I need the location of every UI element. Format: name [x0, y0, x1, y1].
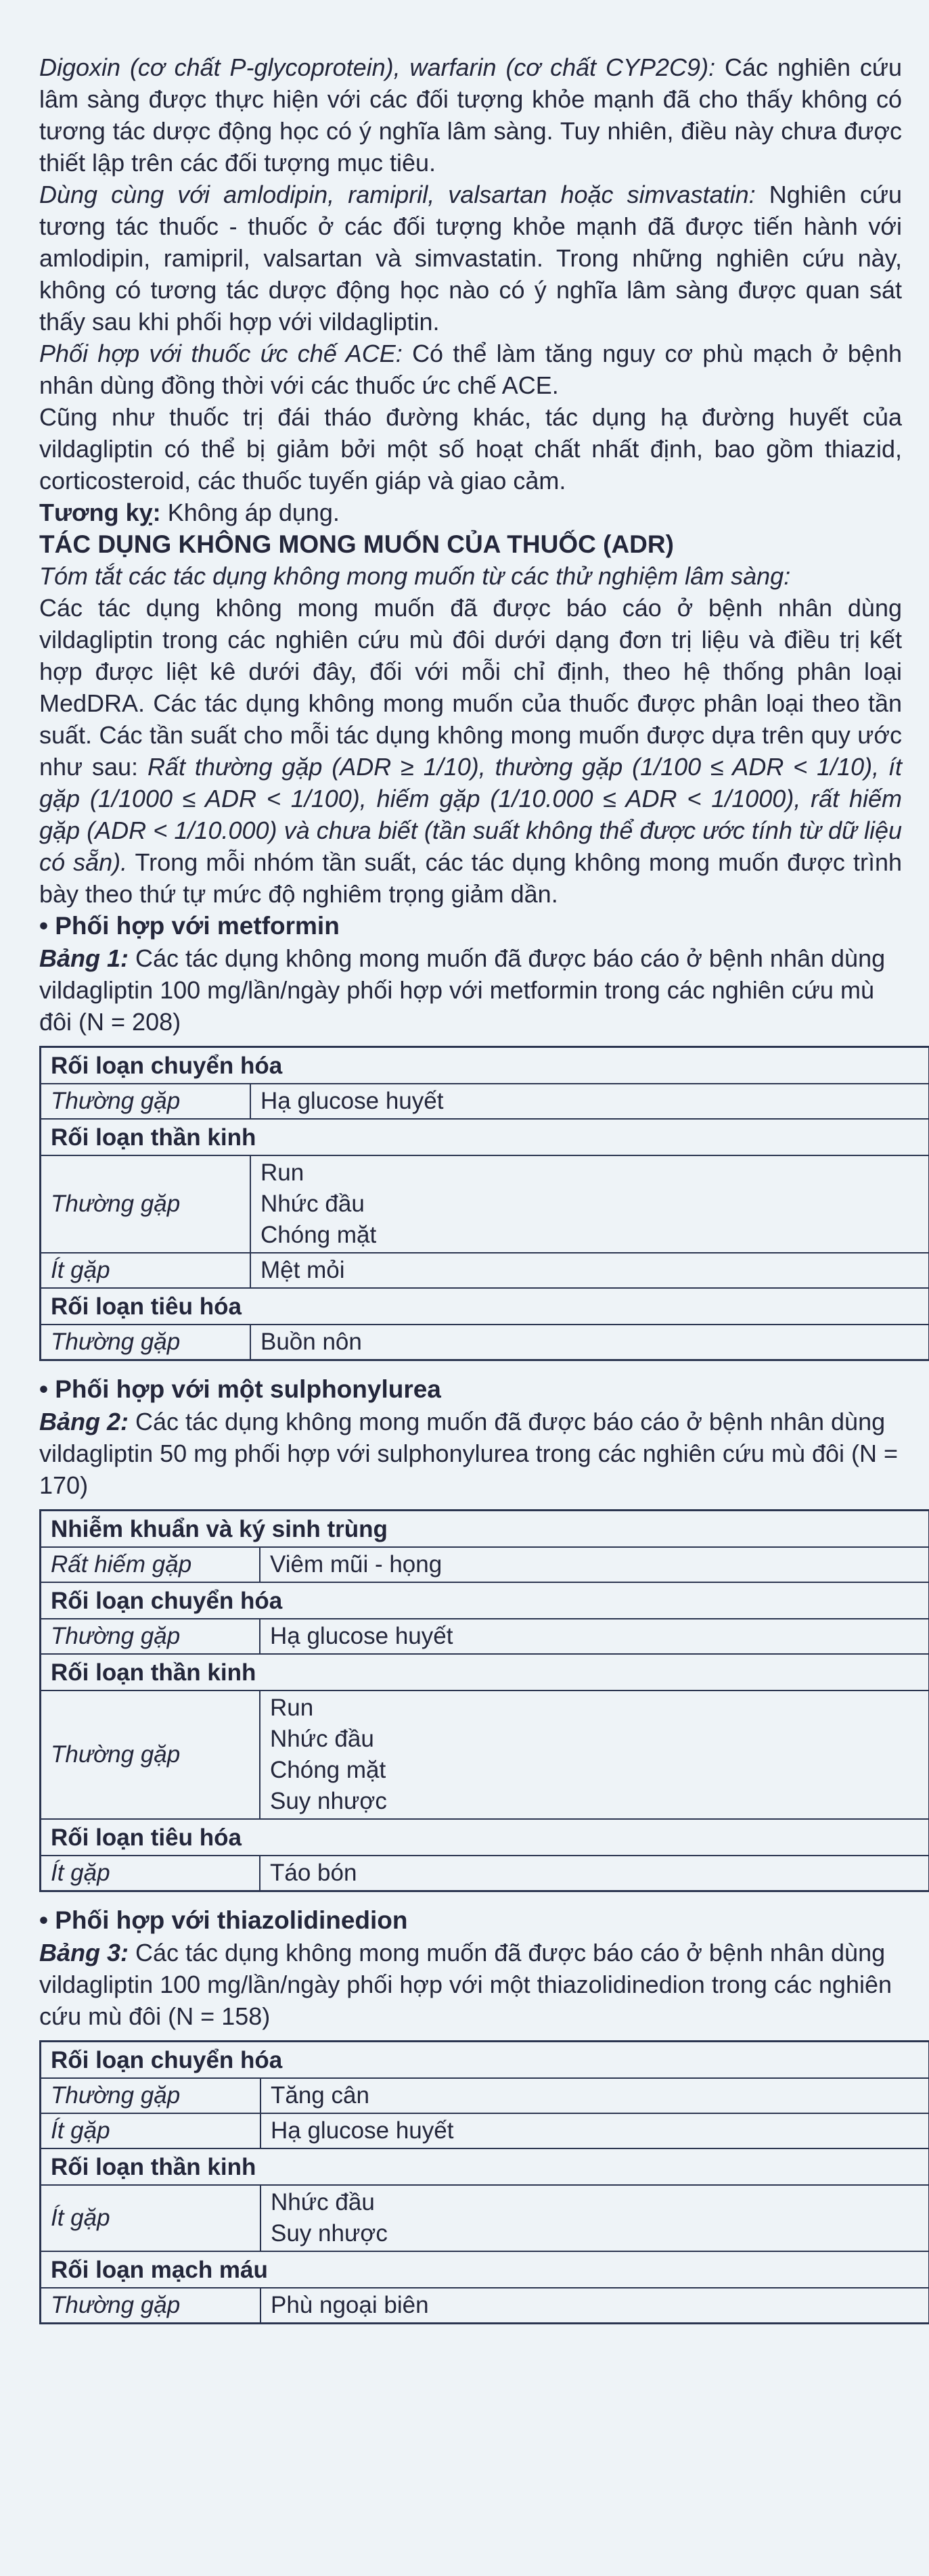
adverse-effect: Run [270, 1695, 314, 1721]
table-caption [39, 1937, 902, 2032]
adverse-effect: Táo bón [270, 1860, 357, 1886]
effect-cell [250, 1155, 929, 1253]
table-row [41, 1547, 929, 1582]
adr-table [39, 1509, 929, 1892]
organ-class: Rối loạn chuyển hóa [41, 2042, 929, 2079]
interaction-digoxin [39, 51, 902, 179]
incompatibility-label: Tương kỵ: [39, 499, 161, 526]
effect-cell [260, 2288, 929, 2324]
table-caption-label: Bảng 3: [39, 1939, 129, 1967]
adverse-effect: Buồn nôn [260, 1329, 362, 1355]
table-caption-text: Các tác dụng không mong muốn đã được báo cáo ở bệnh nhân dùng vildagliptin 100 mg/lần/ngày phối hợp với metformin trong các nghiên cứu mù đôi (N = 208) [39, 944, 886, 1036]
table-group-row [41, 1511, 929, 1548]
table-row [41, 1155, 929, 1253]
frequency-cell: Ít gặp [41, 2113, 261, 2148]
frequency-cell: Thường gặp [41, 1325, 251, 1360]
table-row [41, 1084, 929, 1119]
frequency-cell: Thường gặp [41, 1084, 251, 1119]
effect-cell [260, 2078, 929, 2113]
adr-table [39, 2040, 929, 2324]
incompatibility [39, 497, 902, 528]
interaction-lead: Digoxin (cơ chất P-glycoprotein), warfarin (cơ chất CYP2C9): [39, 53, 716, 81]
effect-cell [260, 1619, 929, 1654]
hypoglycemic-note: Cũng như thuốc trị đái tháo đường khác, tác dụng hạ đường huyết của vildagliptin có thể bị giảm bởi một số hoạt chất nhất định, bao gồm thiazid, corticosteroid, các thuốc tuyến giáp và giao cảm. [39, 403, 902, 495]
adverse-effect: Nhức đầu [260, 1191, 365, 1217]
table-row [41, 1619, 929, 1654]
interaction-text: Nghiên cứu tương tác thuốc - thuốc ở các đối tượng khỏe mạnh đã được tiến hành với amlodipin, ramipril, valsartan và simvastatin. Trong những nghiên cứu này, không có tương tác dược động học nào có ý nghĩa lâm sàng được quan sát thấy sau khi phối hợp với vildagliptin. [39, 181, 902, 336]
section-heading: • Phối hợp với thiazolidinedion [39, 1906, 408, 1934]
adr-intro [39, 592, 902, 910]
table-row [41, 1325, 929, 1360]
adverse-effect: Chóng mặt [270, 1757, 386, 1783]
adverse-effect: Nhức đầu [270, 1726, 374, 1752]
adverse-effect: Hạ glucose huyết [270, 1623, 453, 1649]
incompatibility-text: Không áp dụng. [167, 499, 340, 526]
table-row [41, 2288, 929, 2324]
table-row [41, 2185, 929, 2251]
effect-cell [260, 1856, 929, 1891]
table-caption [39, 1406, 902, 1501]
frequency-cell: Thường gặp [41, 2288, 261, 2324]
adr-heading: TÁC DỤNG KHÔNG MONG MUỐN CỦA THUỐC (ADR) [39, 530, 674, 558]
frequency-cell: Thường gặp [41, 1619, 260, 1654]
table-caption-text: Các tác dụng không mong muốn đã được báo cáo ở bệnh nhân dùng vildagliptin 50 mg phối hợp với sulphonylurea trong các nghiên cứu mù đôi (N = 170) [39, 1408, 899, 1499]
effect-cell [250, 1253, 929, 1288]
organ-class: Rối loạn mạch máu [41, 2251, 929, 2288]
adverse-effect: Mệt mỏi [260, 1257, 345, 1283]
frequency-cell: Ít gặp [41, 1856, 260, 1891]
adr-intro-2: Trong mỗi nhóm tần suất, các tác dụng không mong muốn được trình bày theo thứ tự mức độ nghiêm trọng giảm dần. [39, 848, 903, 908]
organ-class: Rối loạn tiêu hóa [41, 1819, 929, 1856]
adr-intro-1: Các tác dụng không mong muốn đã được báo cáo ở bệnh nhân dùng vildagliptin trong các nghiên cứu mù đôi dưới dạng đơn trị liệu và điều trị kết hợp được liệt kê dưới đây, đối với mỗi chỉ định, theo hệ thống phân loại MedDRA. Các tác dụng không mong muốn của thuốc được phân loại theo tần suất. Các tần suất cho mỗi tác dụng không mong muốn được dựa trên quy ước như sau: [39, 594, 902, 781]
adverse-effect: Tăng cân [271, 2082, 369, 2109]
effect-cell [250, 1325, 929, 1360]
adverse-effect: Nhức đầu [271, 2189, 375, 2215]
interaction-lead: Phối hợp với thuốc ức chế ACE: [39, 340, 403, 367]
adverse-effect: Chóng mặt [260, 1222, 377, 1248]
adverse-effect: Hạ glucose huyết [271, 2117, 454, 2144]
table-group-row [41, 2042, 929, 2079]
table-group-row [41, 1047, 929, 1084]
interaction-ace [39, 338, 902, 401]
organ-class: Nhiễm khuẩn và ký sinh trùng [41, 1511, 929, 1548]
organ-class: Rối loạn chuyển hóa [41, 1582, 929, 1619]
table-group-row [41, 1819, 929, 1856]
table-group-row [41, 2251, 929, 2288]
table-row [41, 2113, 929, 2148]
interaction-amlodipin [39, 179, 902, 338]
table-caption [39, 942, 902, 1038]
frequency-cell: Rất hiếm gặp [41, 1547, 260, 1582]
table-group-row [41, 1119, 929, 1155]
frequency-cell: Thường gặp [41, 1155, 251, 1253]
adverse-effect: Hạ glucose huyết [260, 1088, 444, 1114]
table-group-row [41, 2148, 929, 2185]
table-row [41, 1253, 929, 1288]
interaction-text: Các nghiên cứu lâm sàng được thực hiện với các đối tượng khỏe mạnh đã cho thấy không có tương tác dược động học có ý nghĩa lâm sàng. Tuy nhiên, điều này chưa được thiết lập trên các đối tượng mục tiêu. [39, 53, 902, 177]
table-row [41, 2078, 929, 2113]
section-heading: • Phối hợp với một sulphonylurea [39, 1375, 441, 1403]
frequency-cell: Thường gặp [41, 1690, 260, 1819]
adr-summary-lead: Tóm tắt các tác dụng không mong muốn từ các thử nghiệm lâm sàng: [39, 562, 791, 590]
adr-intro-frequency: Rất thường gặp (ADR ≥ 1/10), thường gặp (1/100 ≤ ADR < 1/10), ít gặp (1/1000 ≤ ADR < 1/100), hiếm gặp (1/10.000 ≤ ADR < 1/1000), rất hiếm gặp (ADR < 1/10.000) và chưa biết (tần suất không thể được ước tính từ dữ liệu có sẵn). [39, 753, 902, 876]
table-group-row [41, 1654, 929, 1690]
adverse-effect: Suy nhược [271, 2220, 388, 2247]
table-caption-label: Bảng 1: [39, 944, 129, 972]
organ-class: Rối loạn thần kinh [41, 2148, 929, 2185]
frequency-cell: Ít gặp [41, 1253, 251, 1288]
effect-cell [260, 1547, 929, 1582]
table-group-row [41, 1288, 929, 1325]
effect-cell [260, 1690, 929, 1819]
effect-cell [260, 2113, 929, 2148]
table-caption-label: Bảng 2: [39, 1408, 129, 1435]
adverse-effect: Run [260, 1159, 304, 1186]
table-row [41, 1690, 929, 1819]
effect-cell [250, 1084, 929, 1119]
table-group-row [41, 1582, 929, 1619]
adverse-effect: Viêm mũi - họng [270, 1551, 443, 1578]
frequency-cell: Thường gặp [41, 2078, 261, 2113]
frequency-cell: Ít gặp [41, 2185, 261, 2251]
organ-class: Rối loạn thần kinh [41, 1119, 929, 1155]
adverse-effect: Suy nhược [270, 1788, 387, 1814]
adr-sections [39, 910, 902, 2324]
table-caption-text: Các tác dụng không mong muốn đã được báo cáo ở bệnh nhân dùng vildagliptin 100 mg/lần/ngày phối hợp với một thiazolidinedion trong các nghiên cứu mù đôi (N = 158) [39, 1939, 892, 2030]
organ-class: Rối loạn chuyển hóa [41, 1047, 929, 1084]
section-heading: • Phối hợp với metformin [39, 912, 340, 940]
interaction-text: Có thể làm tăng nguy cơ phù mạch ở bệnh nhân dùng đồng thời với các thuốc ức chế ACE. [39, 340, 902, 399]
interaction-lead: Dùng cùng với amlodipin, ramipril, valsartan hoặc simvastatin: [39, 181, 756, 208]
adr-table [39, 1046, 929, 1361]
effect-cell [260, 2185, 929, 2251]
table-row [41, 1856, 929, 1891]
organ-class: Rối loạn thần kinh [41, 1654, 929, 1690]
adverse-effect: Phù ngoại biên [271, 2292, 429, 2318]
organ-class: Rối loạn tiêu hóa [41, 1288, 929, 1325]
